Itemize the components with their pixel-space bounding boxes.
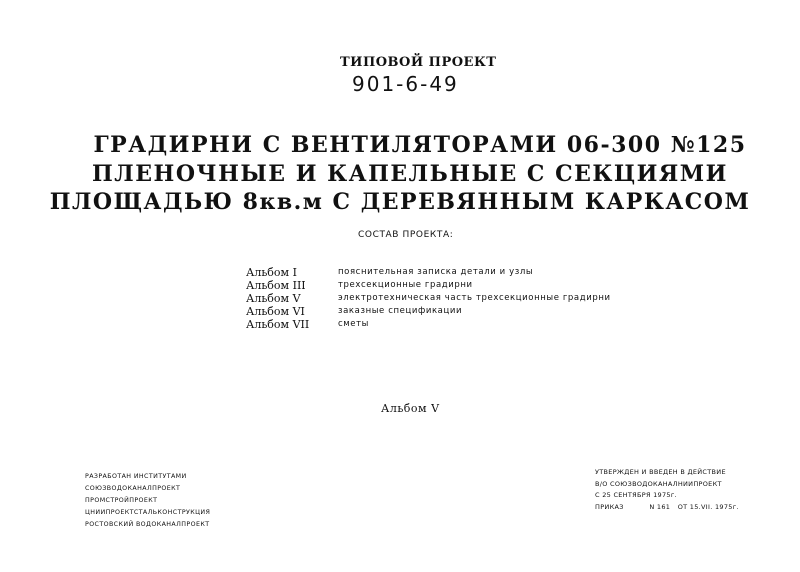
album-description: сметы — [338, 319, 369, 329]
album-description: трехсекционные градирни — [338, 280, 473, 290]
album-name: Альбом III — [246, 279, 306, 292]
approval-line: В/О СОЮЗВОДОКАНАЛНИИПРОЕКТ — [595, 479, 722, 488]
title-line-1: ГРАДИРНИ С ВЕНТИЛЯТОРАМИ 06-300 №125 — [93, 132, 747, 158]
project-number: 901-6-49 — [352, 72, 459, 96]
album-footer: Альбом V — [381, 402, 440, 415]
album-name: Альбом V — [246, 292, 301, 305]
developer-line: ПРОМСТРОЙПРОЕКТ — [85, 497, 158, 504]
album-description: заказные спецификации — [338, 306, 463, 316]
developer-line: РОСТОВСКИЙ ВОДОКАНАЛПРОЕКТ — [85, 521, 210, 528]
album-name: Альбом VI — [246, 305, 305, 318]
approval-line: УТВЕРЖДЕН И ВВЕДЕН В ДЕЙСТВИЕ — [595, 468, 726, 476]
album-list-item — [246, 318, 611, 331]
developer-block — [85, 471, 210, 531]
developer-line: СОЮЗВОДОКАНАЛПРОЕКТ — [85, 485, 181, 492]
order-date: ОТ 15.VII. 1975г. — [677, 502, 739, 511]
album-list-item — [246, 266, 611, 279]
title-line-3: ПЛОЩАДЬЮ 8кв.м С ДЕРЕВЯННЫМ КАРКАСОМ — [49, 189, 751, 215]
album-name: Альбом I — [246, 266, 297, 279]
approval-line: С 25 СЕНТЯБРЯ 1975г. — [595, 491, 677, 499]
developer-line: РАЗРАБОТАН ИНСТИТУТАМИ — [85, 473, 187, 480]
album-description: пояснительная записка детали и узлы — [338, 267, 534, 277]
album-list-item — [246, 292, 611, 305]
order-number: N 161 — [649, 502, 671, 511]
contents-heading: СОСТАВ ПРОЕКТА: — [358, 230, 454, 240]
approval-block — [595, 467, 739, 513]
project-label: ТИПОВОЙ ПРОЕКТ — [340, 55, 497, 70]
album-list-item — [246, 305, 611, 318]
title-line-2: ПЛЕНОЧНЫЕ И КАПЕЛЬНЫЕ С СЕКЦИЯМИ — [92, 161, 728, 187]
order-label: ПРИКАЗ — [595, 502, 624, 511]
approval-order-line — [595, 502, 739, 514]
album-name: Альбом VII — [246, 318, 310, 331]
album-list-item — [246, 279, 611, 292]
developer-line: ЦНИИПРОЕКТСТАЛЬКОНСТРУКЦИЯ — [85, 509, 211, 516]
album-list — [246, 266, 611, 331]
album-description: электротехническая часть трехсекционные градирни — [338, 293, 611, 303]
